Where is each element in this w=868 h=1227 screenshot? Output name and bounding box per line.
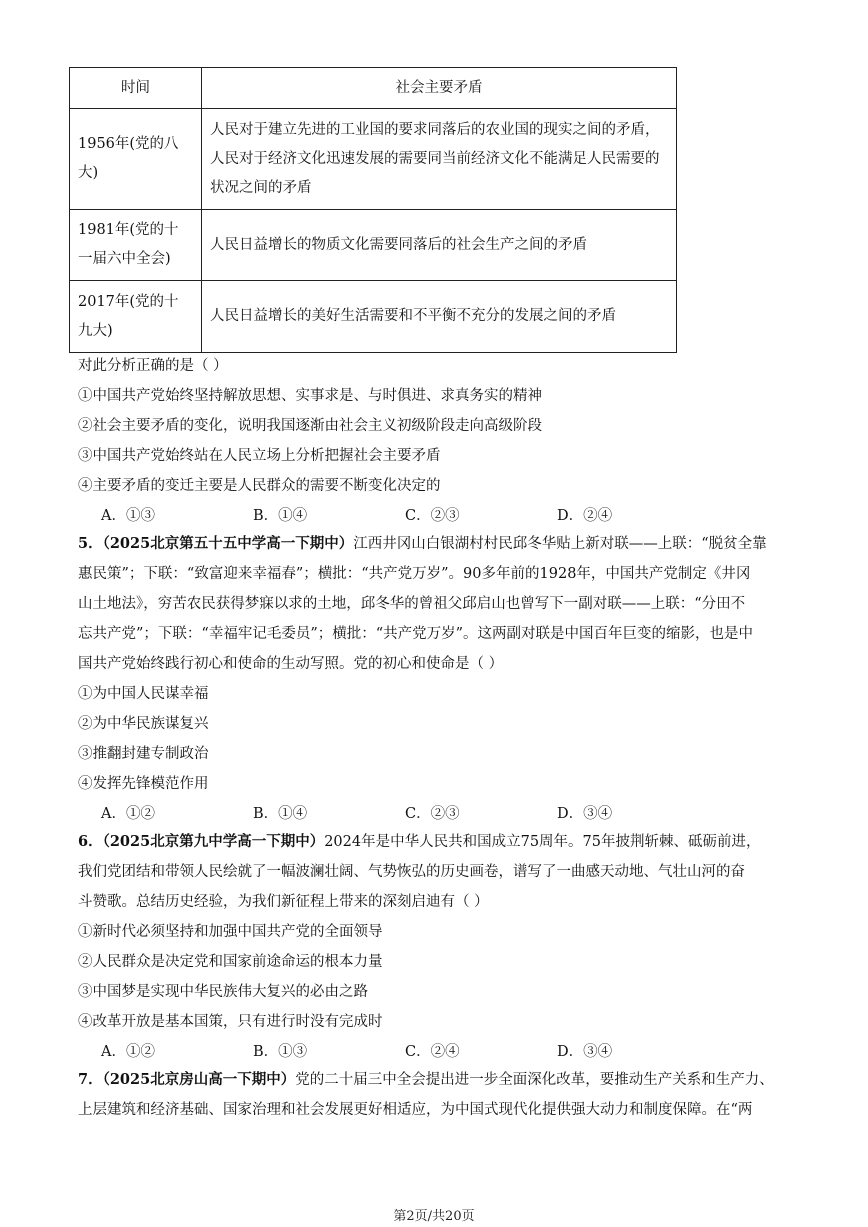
option-b[interactable]: B．①④ bbox=[253, 806, 308, 822]
question-text-line: 斗赞歌。总结历史经验，为我们新征程上带来的深刻启迪有（ ） bbox=[78, 894, 489, 910]
option-d[interactable]: D．③④ bbox=[557, 806, 613, 822]
question-4 bbox=[78, 351, 794, 531]
answer-options bbox=[78, 1037, 794, 1067]
table-cell-content: 人民对于建立先进的工业国的要求同落后的农业国的现实之间的矛盾，人民对于经济文化迅速发展的需要同当前经济文化不能满足人民需要的状况之间的矛盾 bbox=[202, 109, 677, 210]
question-6 bbox=[78, 827, 794, 1067]
table-cell-time: 1956年(党的八大) bbox=[70, 109, 202, 210]
question-number: 5． bbox=[78, 535, 103, 552]
question-7 bbox=[78, 1065, 794, 1125]
question-number: 6． bbox=[78, 833, 103, 850]
option-a[interactable]: A．①③ bbox=[101, 508, 155, 524]
question-text-line: 国共产党始终践行初心和使命的生动写照。党的初心和使命是（ ） bbox=[78, 656, 504, 672]
question-text-line: 2024年是中华人民共和国成立75周年。75年披荆斩棘、砥砺前进， bbox=[324, 834, 761, 850]
question-text-line: 党的二十届三中全会提出进一步全面深化改革，要推动生产关系和生产力、 bbox=[295, 1072, 774, 1088]
statement-item: ①新时代必须坚持和加强中国共产党的全面领导 bbox=[78, 924, 383, 940]
table-cell-time: 1981年(党的十一届六中全会) bbox=[70, 210, 202, 281]
statement-item: ④发挥先锋模范作用 bbox=[78, 776, 209, 792]
table-cell-content: 人民日益增长的美好生活需要和不平衡不充分的发展之间的矛盾 bbox=[202, 281, 677, 353]
statement-item: ③中国梦是实现中华民族伟大复兴的必由之路 bbox=[78, 984, 368, 1000]
table-header-time: 时间 bbox=[70, 68, 202, 109]
table-row bbox=[70, 210, 677, 281]
option-b[interactable]: B．①④ bbox=[253, 508, 308, 524]
table-header-contradiction: 社会主要矛盾 bbox=[202, 68, 677, 109]
statement-item: ③中国共产党始终站在人民立场上分析把握社会主要矛盾 bbox=[78, 448, 441, 464]
option-d[interactable]: D．③④ bbox=[557, 1044, 613, 1060]
option-c[interactable]: C．②④ bbox=[405, 1044, 460, 1060]
statement-item: ①为中国人民谋幸福 bbox=[78, 686, 209, 702]
question-number: 7． bbox=[78, 1071, 103, 1088]
option-c[interactable]: C．②③ bbox=[405, 806, 460, 822]
option-d[interactable]: D．②④ bbox=[557, 508, 613, 524]
table-header-row bbox=[70, 68, 677, 109]
question-text-line: 惠民策”；下联：“致富迎来幸福春”；横批：“共产党万岁”。90多年前的1928年，中国共产党制定《井冈 bbox=[78, 566, 751, 582]
question-source: （2025北京第九中学高一下期中） bbox=[102, 833, 325, 850]
question-text-line: 我们党团结和带领人民绘就了一幅波澜壮阔、气势恢弘的历史画卷，谱写了一曲感天动地、气壮山河的奋 bbox=[78, 864, 745, 880]
statement-item: ③推翻封建专制政治 bbox=[78, 746, 209, 762]
page-footer: 第2页/共20页 bbox=[393, 1209, 475, 1224]
table-row bbox=[70, 281, 677, 353]
option-b[interactable]: B．①③ bbox=[253, 1044, 308, 1060]
question-5 bbox=[78, 529, 794, 829]
answer-options bbox=[78, 799, 794, 829]
question-text-line: 山土地法》，穷苦农民获得梦寐以求的土地，邱冬华的曾祖父邱启山也曾写下一副对联——上联：“分田不 bbox=[78, 596, 746, 612]
statement-item: ②人民群众是决定党和国家前途命运的根本力量 bbox=[78, 954, 383, 970]
question-text-line: 上层建筑和经济基础、国家治理和社会发展更好相适应，为中国式现代化提供强大动力和制度保障。在“两 bbox=[78, 1102, 753, 1118]
question-text-line: 忘共产党”；下联：“幸福牢记毛委员”；横批：“共产党万岁”。这两副对联是中国百年巨变的缩影，也是中 bbox=[78, 626, 754, 642]
statement-item: ④改革开放是基本国策，只有进行时没有完成时 bbox=[78, 1014, 383, 1030]
option-c[interactable]: C．②③ bbox=[405, 508, 460, 524]
statement-item: ②为中华民族谋复兴 bbox=[78, 716, 209, 732]
statement-item: ②社会主要矛盾的变化，说明我国逐渐由社会主义初级阶段走向高级阶段 bbox=[78, 418, 542, 434]
question-source: （2025北京房山高一下期中） bbox=[102, 1071, 296, 1088]
option-a[interactable]: A．①② bbox=[101, 1044, 155, 1060]
table-row bbox=[70, 109, 677, 210]
statement-item: ④主要矛盾的变迁主要是人民群众的需要不断变化决定的 bbox=[78, 478, 441, 494]
question-text-line: 江西井冈山白银湖村村民邱冬华贴上新对联——上联：“脱贫全靠 bbox=[353, 536, 767, 552]
answer-options bbox=[78, 501, 794, 531]
option-a[interactable]: A．①② bbox=[101, 806, 155, 822]
question-source: （2025北京第五十五中学高一下期中） bbox=[102, 535, 354, 552]
table-cell-time: 2017年(党的十九大) bbox=[70, 281, 202, 353]
table-cell-content: 人民日益增长的物质文化需要同落后的社会生产之间的矛盾 bbox=[202, 210, 677, 281]
statement-item: ①中国共产党始终坚持解放思想、实事求是、与时俱进、求真务实的精神 bbox=[78, 388, 542, 404]
social-contradiction-table bbox=[69, 67, 677, 353]
question-stem: 对此分析正确的是（ ） bbox=[78, 358, 228, 374]
